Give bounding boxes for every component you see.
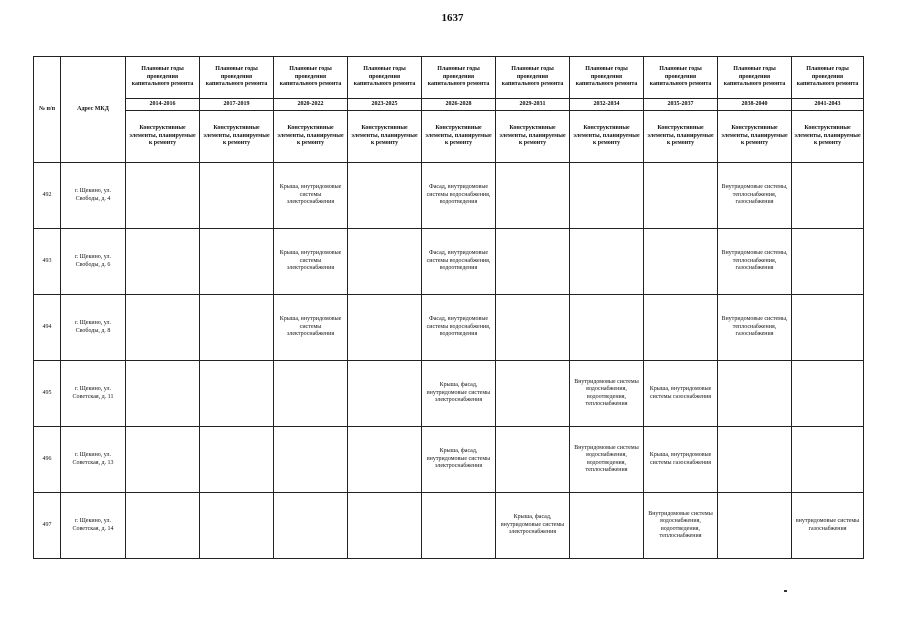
header-row-elements [34, 111, 864, 163]
row-cell [496, 427, 570, 493]
row-cell: Крыша, фасад, внутридомовые системы электроснабжения [496, 493, 570, 559]
row-cell [718, 427, 792, 493]
row-cell [718, 493, 792, 559]
row-cell [200, 229, 274, 295]
row-cell [126, 229, 200, 295]
row-cell: Фасад, внутридомовые системы водоснабжения, водоотведения [422, 295, 496, 361]
row-cell [792, 163, 864, 229]
header-period-title: Плановые годы проведения капитального ремонта [570, 57, 644, 99]
row-cell [718, 361, 792, 427]
row-address: г. Щекино, ул. Советская, д. 14 [61, 493, 126, 559]
row-cell [126, 295, 200, 361]
row-cell [200, 427, 274, 493]
header-period-title: Плановые годы проведения капитального ремонта [422, 57, 496, 99]
row-cell [200, 361, 274, 427]
header-period-title: Плановые годы проведения капитального ремонта [200, 57, 274, 99]
row-cell: Внутридомовые системы, теплоснабжения, газоснабжения [718, 295, 792, 361]
row-cell [496, 295, 570, 361]
header-num: № п/п [34, 57, 61, 163]
row-cell: Внутридомовые системы водоснабжения, водоотведения, теплоснабжения [644, 493, 718, 559]
header-elements: Конструктивные элементы, планируемые к ремонту [422, 111, 496, 163]
header-years: 2029-2031 [496, 99, 570, 111]
header-elements: Конструктивные элементы, планируемые к ремонту [126, 111, 200, 163]
header-years: 2035-2037 [644, 99, 718, 111]
row-number: 494 [34, 295, 61, 361]
header-years: 2017-2019 [200, 99, 274, 111]
row-cell [126, 361, 200, 427]
row-cell [126, 493, 200, 559]
table-row [34, 229, 864, 295]
row-cell: Внутридомовые системы, теплоснабжения, газоснабжения [718, 229, 792, 295]
table-body [34, 163, 864, 559]
header-years: 2026-2028 [422, 99, 496, 111]
row-cell [348, 361, 422, 427]
row-cell: Крыша, внутридомовые системы электроснабжения [274, 295, 348, 361]
header-row-years [34, 99, 864, 111]
table-header [34, 57, 864, 163]
table-row [34, 163, 864, 229]
row-cell [274, 493, 348, 559]
header-period-title: Плановые годы проведения капитального ремонта [348, 57, 422, 99]
row-cell [570, 493, 644, 559]
header-elements: Конструктивные элементы, планируемые к ремонту [570, 111, 644, 163]
capital-repair-plan-table [33, 56, 864, 559]
row-cell: Фасад, внутридомовые системы водоснабжения, водоотведения [422, 229, 496, 295]
row-cell: Крыша, внутридомовые системы электроснабжения [274, 229, 348, 295]
table-row [34, 361, 864, 427]
row-cell: внутридомовые системы газоснабжения [792, 493, 864, 559]
header-row-periods [34, 57, 864, 99]
row-number: 493 [34, 229, 61, 295]
header-years: 2038-2040 [718, 99, 792, 111]
header-elements: Конструктивные элементы, планируемые к ремонту [644, 111, 718, 163]
header-years: 2032-2034 [570, 99, 644, 111]
row-address: г. Щекино, ул. Свободы, д. 8 [61, 295, 126, 361]
row-address: г. Щекино, ул. Свободы, д. 4 [61, 163, 126, 229]
header-period-title: Плановые годы проведения капитального ремонта [792, 57, 864, 99]
row-cell: Внутридомовые системы, теплоснабжения, газоснабжения [718, 163, 792, 229]
row-cell [274, 361, 348, 427]
header-elements: Конструктивные элементы, планируемые к ремонту [348, 111, 422, 163]
row-cell [348, 229, 422, 295]
header-period-title: Плановые годы проведения капитального ремонта [274, 57, 348, 99]
row-cell [792, 229, 864, 295]
page-number: 1637 [441, 12, 464, 24]
row-cell [570, 229, 644, 295]
row-number: 495 [34, 361, 61, 427]
header-elements: Конструктивные элементы, планируемые к ремонту [792, 111, 864, 163]
row-address: г. Щекино, ул. Советская, д. 11 [61, 361, 126, 427]
header-years: 2014-2016 [126, 99, 200, 111]
row-cell [792, 427, 864, 493]
row-cell [570, 163, 644, 229]
row-cell [644, 163, 718, 229]
table-row [34, 295, 864, 361]
row-cell [348, 427, 422, 493]
header-elements: Конструктивные элементы, планируемые к ремонту [718, 111, 792, 163]
row-cell [792, 361, 864, 427]
header-years: 2023-2025 [348, 99, 422, 111]
row-cell: Внутридомовые системы водоснабжения, водоотведения, теплоснабжения [570, 427, 644, 493]
row-cell [644, 295, 718, 361]
row-cell [126, 427, 200, 493]
scan-artifact [784, 590, 787, 592]
row-cell: Крыша, внутридомовые системы электроснабжения [274, 163, 348, 229]
row-cell [126, 163, 200, 229]
row-cell [348, 493, 422, 559]
row-cell [644, 229, 718, 295]
header-years: 2041-2043 [792, 99, 864, 111]
row-cell [200, 295, 274, 361]
row-cell [200, 163, 274, 229]
row-cell [348, 163, 422, 229]
header-period-title: Плановые годы проведения капитального ремонта [644, 57, 718, 99]
row-address: г. Щекино, ул. Свободы, д. 6 [61, 229, 126, 295]
row-cell [200, 493, 274, 559]
row-number: 492 [34, 163, 61, 229]
row-cell [348, 295, 422, 361]
row-cell [496, 361, 570, 427]
table-row [34, 493, 864, 559]
row-cell [422, 493, 496, 559]
header-period-title: Плановые годы проведения капитального ремонта [718, 57, 792, 99]
row-cell: Крыша, фасад, внутридомовые системы электроснабжения [422, 361, 496, 427]
row-cell: Крыша, фасад, внутридомовые системы электроснабжения [422, 427, 496, 493]
table-row [34, 427, 864, 493]
header-elements: Конструктивные элементы, планируемые к ремонту [496, 111, 570, 163]
row-cell: Крыша, внутридомовые системы газоснабжения [644, 361, 718, 427]
row-cell: Фасад, внутридомовые системы водоснабжения, водоотведения [422, 163, 496, 229]
row-number: 497 [34, 493, 61, 559]
row-address: г. Щекино, ул. Советская, д. 13 [61, 427, 126, 493]
header-years: 2020-2022 [274, 99, 348, 111]
header-period-title: Плановые годы проведения капитального ремонта [126, 57, 200, 99]
row-cell: Внутридомовые системы водоснабжения, водоотведения, теплоснабжения [570, 361, 644, 427]
row-cell [570, 295, 644, 361]
row-cell [792, 295, 864, 361]
header-period-title: Плановые годы проведения капитального ремонта [496, 57, 570, 99]
row-cell: Крыша, внутридомовые системы газоснабжения [644, 427, 718, 493]
row-cell [496, 229, 570, 295]
row-number: 496 [34, 427, 61, 493]
header-elements: Конструктивные элементы, планируемые к ремонту [274, 111, 348, 163]
header-address: Адрес МКД [61, 57, 126, 163]
row-cell [274, 427, 348, 493]
header-elements: Конструктивные элементы, планируемые к ремонту [200, 111, 274, 163]
row-cell [496, 163, 570, 229]
